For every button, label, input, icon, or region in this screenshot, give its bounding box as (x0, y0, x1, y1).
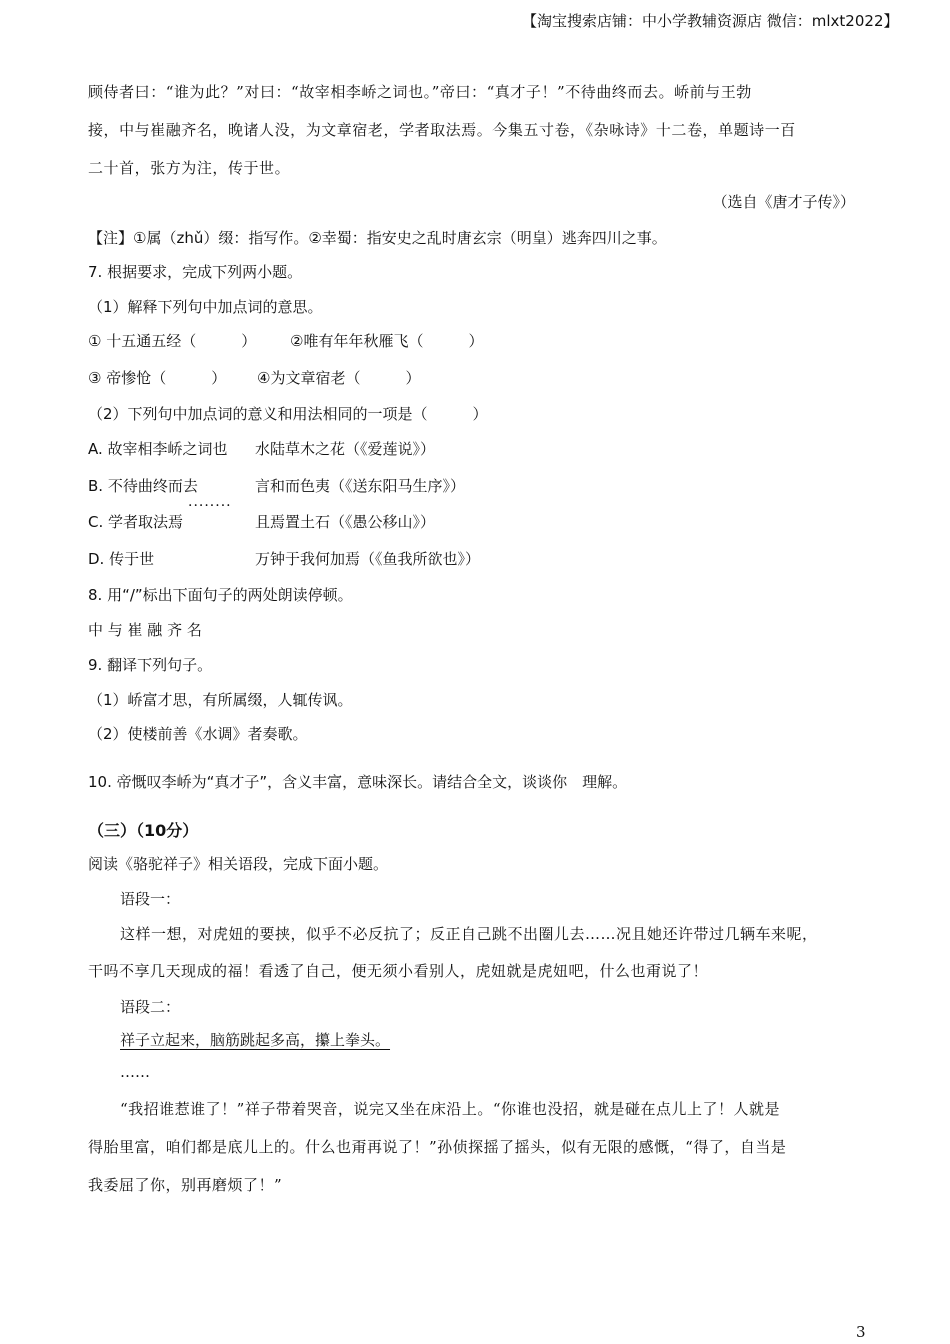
paragraph-1-label: 语段一： (120, 890, 181, 908)
section-3-intro: 阅读《骆驼祥子》相关语段，完成下面小题。 (88, 855, 389, 873)
ellipsis: …… (120, 1063, 150, 1081)
annotation-note: 【注】①属（zhǔ）缀：指写作。②幸蜀：指安史之乱时唐玄宗（明皇）逃奔四川之事。 (88, 229, 667, 247)
question-10-stem: 10. 帝慨叹李峤为“真才子”，含义丰富，意味深长。请结合全文，谈谈你 理解。 (88, 773, 628, 791)
option-a-right: 水陆草木之花（《爱莲说》） (255, 440, 436, 458)
option-b-left: B. 不待曲终而去 (88, 477, 198, 495)
question-7-stem: 7. 根据要求，完成下列两小题。 (88, 263, 303, 281)
question-7-sub1-item2: ②唯有年年秋雁飞（ ） (290, 332, 484, 350)
option-d-right: 万钟于我何加焉（《鱼我所欲也》） (255, 550, 481, 568)
question-7-sub2-stem: （2）下列句中加点词的意义和用法相同的一项是（ ） (88, 405, 488, 423)
option-d-left: D. 传于世 (88, 550, 155, 568)
question-8-stem: 8. 用“/”标出下面句子的两处朗读停顿。 (88, 586, 353, 604)
question-7-sub1-item1: ① 十五通五经（ ） (88, 332, 257, 350)
passage-source: （选自《唐才子传》） (712, 193, 855, 211)
paragraph-1-line-1: 这样一想，对虎妞的要挟，似乎不必反抗了；反正自己跳不出圈儿去……况且她还许带过几辆车来呢， (120, 925, 818, 943)
passage-line-1: 顾侍者曰：“谁为此？”对曰：“故宰相李峤之词也。”帝曰：“真才子！”不待曲终而去。峤前与王勃 (88, 83, 752, 101)
option-c-right: 且焉置土石（《愚公移山》） (255, 513, 436, 531)
paragraph-2-underlined-sentence: 祥子立起来，脑筋跳起多高，攥上拳头。 (120, 1031, 391, 1049)
option-c-left: C. 学者取法焉 (88, 513, 184, 531)
paragraph-2-line-3: 我委屈了你，别再磨烦了！” (88, 1176, 283, 1194)
passage-line-2: 接，中与崔融齐名，晚诸人没，为文章宿老，学者取法焉。今集五寸卷，《杂咏诗》十二卷，单题诗一百 (88, 121, 796, 139)
option-a-left: A. 故宰相李峤之词也 (88, 440, 228, 458)
header-shop-info: 【淘宝搜索店铺：中小学教辅资源店 微信：mlxt2022】 (522, 12, 899, 30)
question-7-sub1-item4: ④为文章宿老（ ） (257, 369, 421, 387)
paragraph-2-line-1: “我招谁惹谁了！”祥子带着哭音，说完又坐在床沿上。“你谁也没招，就是碰在点儿上了！人就是 (120, 1100, 781, 1118)
question-9-s2: （2）使楼前善《水调》者奏歌。 (88, 725, 308, 743)
passage-line-3: 二十首，张方为注，传于世。 (88, 159, 291, 177)
section-3-title: （三）（10分） (88, 821, 199, 840)
question-9-stem: 9. 翻译下列句子。 (88, 656, 213, 674)
paragraph-2-label: 语段二： (120, 998, 181, 1016)
question-7-sub1-item3: ③ 帝惨怆（ ） (88, 369, 227, 387)
question-9-s1: （1）峤富才思，有所属缀，人辄传讽。 (88, 691, 353, 709)
emphasis-dots: ········ (188, 498, 232, 514)
page-number: 3 (856, 1323, 866, 1341)
question-8-sentence: 中 与 崔 融 齐 名 (88, 621, 202, 639)
question-7-sub1-stem: （1）解释下列句中加点词的意思。 (88, 298, 323, 316)
paragraph-2-line-2: 得胎里富，咱们都是底儿上的。什么也甭再说了！”孙侦探摇了摇头，似有无限的感慨，“得了，自当是 (88, 1138, 787, 1156)
option-b-right: 言和而色夷（《送东阳马生序》） (255, 477, 466, 495)
paragraph-1-line-2: 干吗不享几天现成的福！看透了自己，便无须小看别人，虎妞就是虎妞吧，什么也甭说了！ (88, 962, 709, 980)
